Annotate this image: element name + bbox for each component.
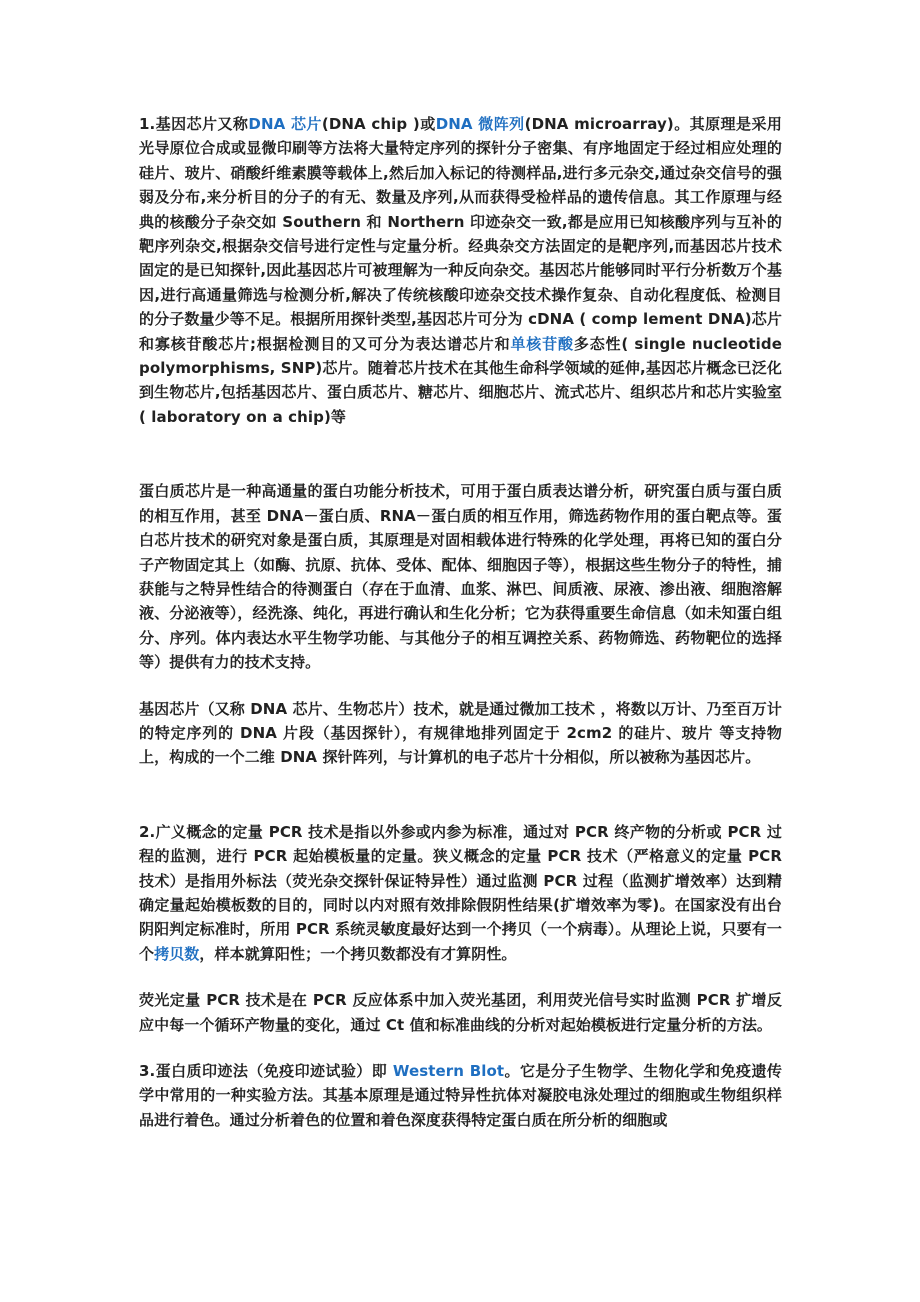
- link-copy-number[interactable]: 拷贝数: [154, 944, 200, 963]
- link-single-nucleotide[interactable]: 单核苷酸: [510, 334, 574, 353]
- paragraph-protein-chip: 蛋白质芯片是一种高通量的蛋白功能分析技术，可用于蛋白质表达谱分析，研究蛋白质与蛋白质的相互作用，甚至 DNA－蛋白质、RNA－蛋白质的相互作用，筛选药物作用的蛋白靶点等。蛋白芯片技术的研究对象是蛋白质，其原理是对固相载体进行特殊的化学处理，再将已知的蛋白分子产物固定其上（如酶、抗原、抗体、受体、配体、细胞因子等），根据这些生物分子的特性，捕获能与之特异性结合的待测蛋白（存在于血清、血浆、淋巴、间质液、尿液、渗出液、细胞溶解液、分泌液等），经洗涤、纯化，再进行确认和生化分析；它为获得重要生命信息（如未知蛋白组分、序列。体内表达水平生物学功能、与其他分子的相互调控关系、药物筛选、药物靶位的选择等）提供有力的技术支持。: [139, 482, 782, 672]
- text-segment: 多态性( single nucleotide polymorphisms, SNP)芯片。随着芯片技术在其他生命科学领域的延伸,基因芯片概念已泛化到生物芯片,包括基因芯片、蛋白质芯片、糖芯片、细胞芯片、流式芯片、组织芯片和芯片实验室( laboratory on a chip)等: [139, 334, 782, 426]
- text-segment: (DNA chip )或: [321, 115, 436, 133]
- link-dna-chip[interactable]: DNA 芯片: [248, 115, 322, 133]
- text-segment: 1.基因芯片又称: [139, 115, 249, 133]
- link-dna-microarray[interactable]: DNA 微阵列: [435, 115, 525, 133]
- link-western-blot[interactable]: Western Blot: [392, 1062, 505, 1080]
- paragraph-western-blot: [139, 1059, 782, 1132]
- paragraph-fluorescence-pcr: 荧光定量 PCR 技术是在 PCR 反应体系中加入荧光基团，利用荧光信号实时监测 PCR 扩增反应中每一个循环产物量的变化，通过 Ct 值和标准曲线的分析对起始模板进行定量分析的方法。: [139, 991, 782, 1034]
- text-segment: (DNA microarray)。其原理是采用光导原位合成或显微印刷等方法将大量特定序列的探针分子密集、有序地固定于经过相应处理的硅片、玻片、硝酸纤维素膜等载体上,然后加入标记的待测样品,进行多元杂交,通过杂交信号的强弱及分布,来分析目的分子的有无、数量及序列,从而获得受检样品的遗传信息。其工作原理与经典的核酸分子杂交如 Southern 和 Northern 印迹杂交一致,都是应用已知核酸序列与互补的靶序列杂交,根据杂交信号进行定性与定量分析。经典杂交方法固定的是靶序列,而基因芯片技术固定的是已知探针,因此基因芯片可被理解为一种反向杂交。基因芯片能够同时平行分析数万个基因,进行高通量筛选与检测分析,解决了传统核酸印迹杂交技术操作复杂、自动化程度低、检测目的分子数量少等不足。根据所用探针类型,基因芯片可分为 cDNA ( comp lement DNA)芯片和寡核苷酸芯片;根据检测目的又可分为表达谱芯片和: [139, 115, 783, 353]
- text-segment: ，样本就算阳性；一个拷贝数都没有才算阴性。: [199, 944, 517, 963]
- text-segment: 。它是分子生物学、生物化学和免疫遗传学中常用的一种实验方法。其基本原理是通过特异性抗体对凝胶电泳处理过的细胞或生物组织样品进行着色。通过分析着色的位置和着色深度获得特定蛋白质在所分析的细胞或: [139, 1062, 782, 1129]
- paragraph-gene-chip-technology: 基因芯片（又称 DNA 芯片、生物芯片）技术，就是通过微加工技术 ，将数以万计、乃至百万计的特定序列的 DNA 片段（基因探针），有规律地排列固定于 2cm2 的硅片、玻片 等支持物上，构成的一个二维 DNA 探针阵列，与计算机的电子芯片十分相似，所以被称为基因芯片。: [139, 699, 782, 767]
- paragraph-gene-chip-definition: [139, 112, 782, 429]
- paragraph-quantitative-pcr: [139, 820, 782, 966]
- text-segment: 3.蛋白质印迹法（免疫印迹试验）即: [139, 1062, 393, 1080]
- text-segment: 2.广义概念的定量 PCR 技术是指以外参或内参为标准，通过对 PCR 终产物的分析或 PCR 过程的监测，进行 PCR 起始模板量的定量。狭义概念的定量 PCR 技术（严格意义的定量 PCR 技术）是指用外标法（荧光杂交探针保证特异性）通过监测 PCR 过程（监测扩增效率）达到精确定量起始模板数的目的，同时以内对照有效排除假阴性结果(扩增效率为零)。在国家没有出台阴阳判定标准时，所用 PCR 系统灵敏度最好达到一个拷贝（一个病毒）。从理论上说，只要有一个: [139, 822, 782, 963]
